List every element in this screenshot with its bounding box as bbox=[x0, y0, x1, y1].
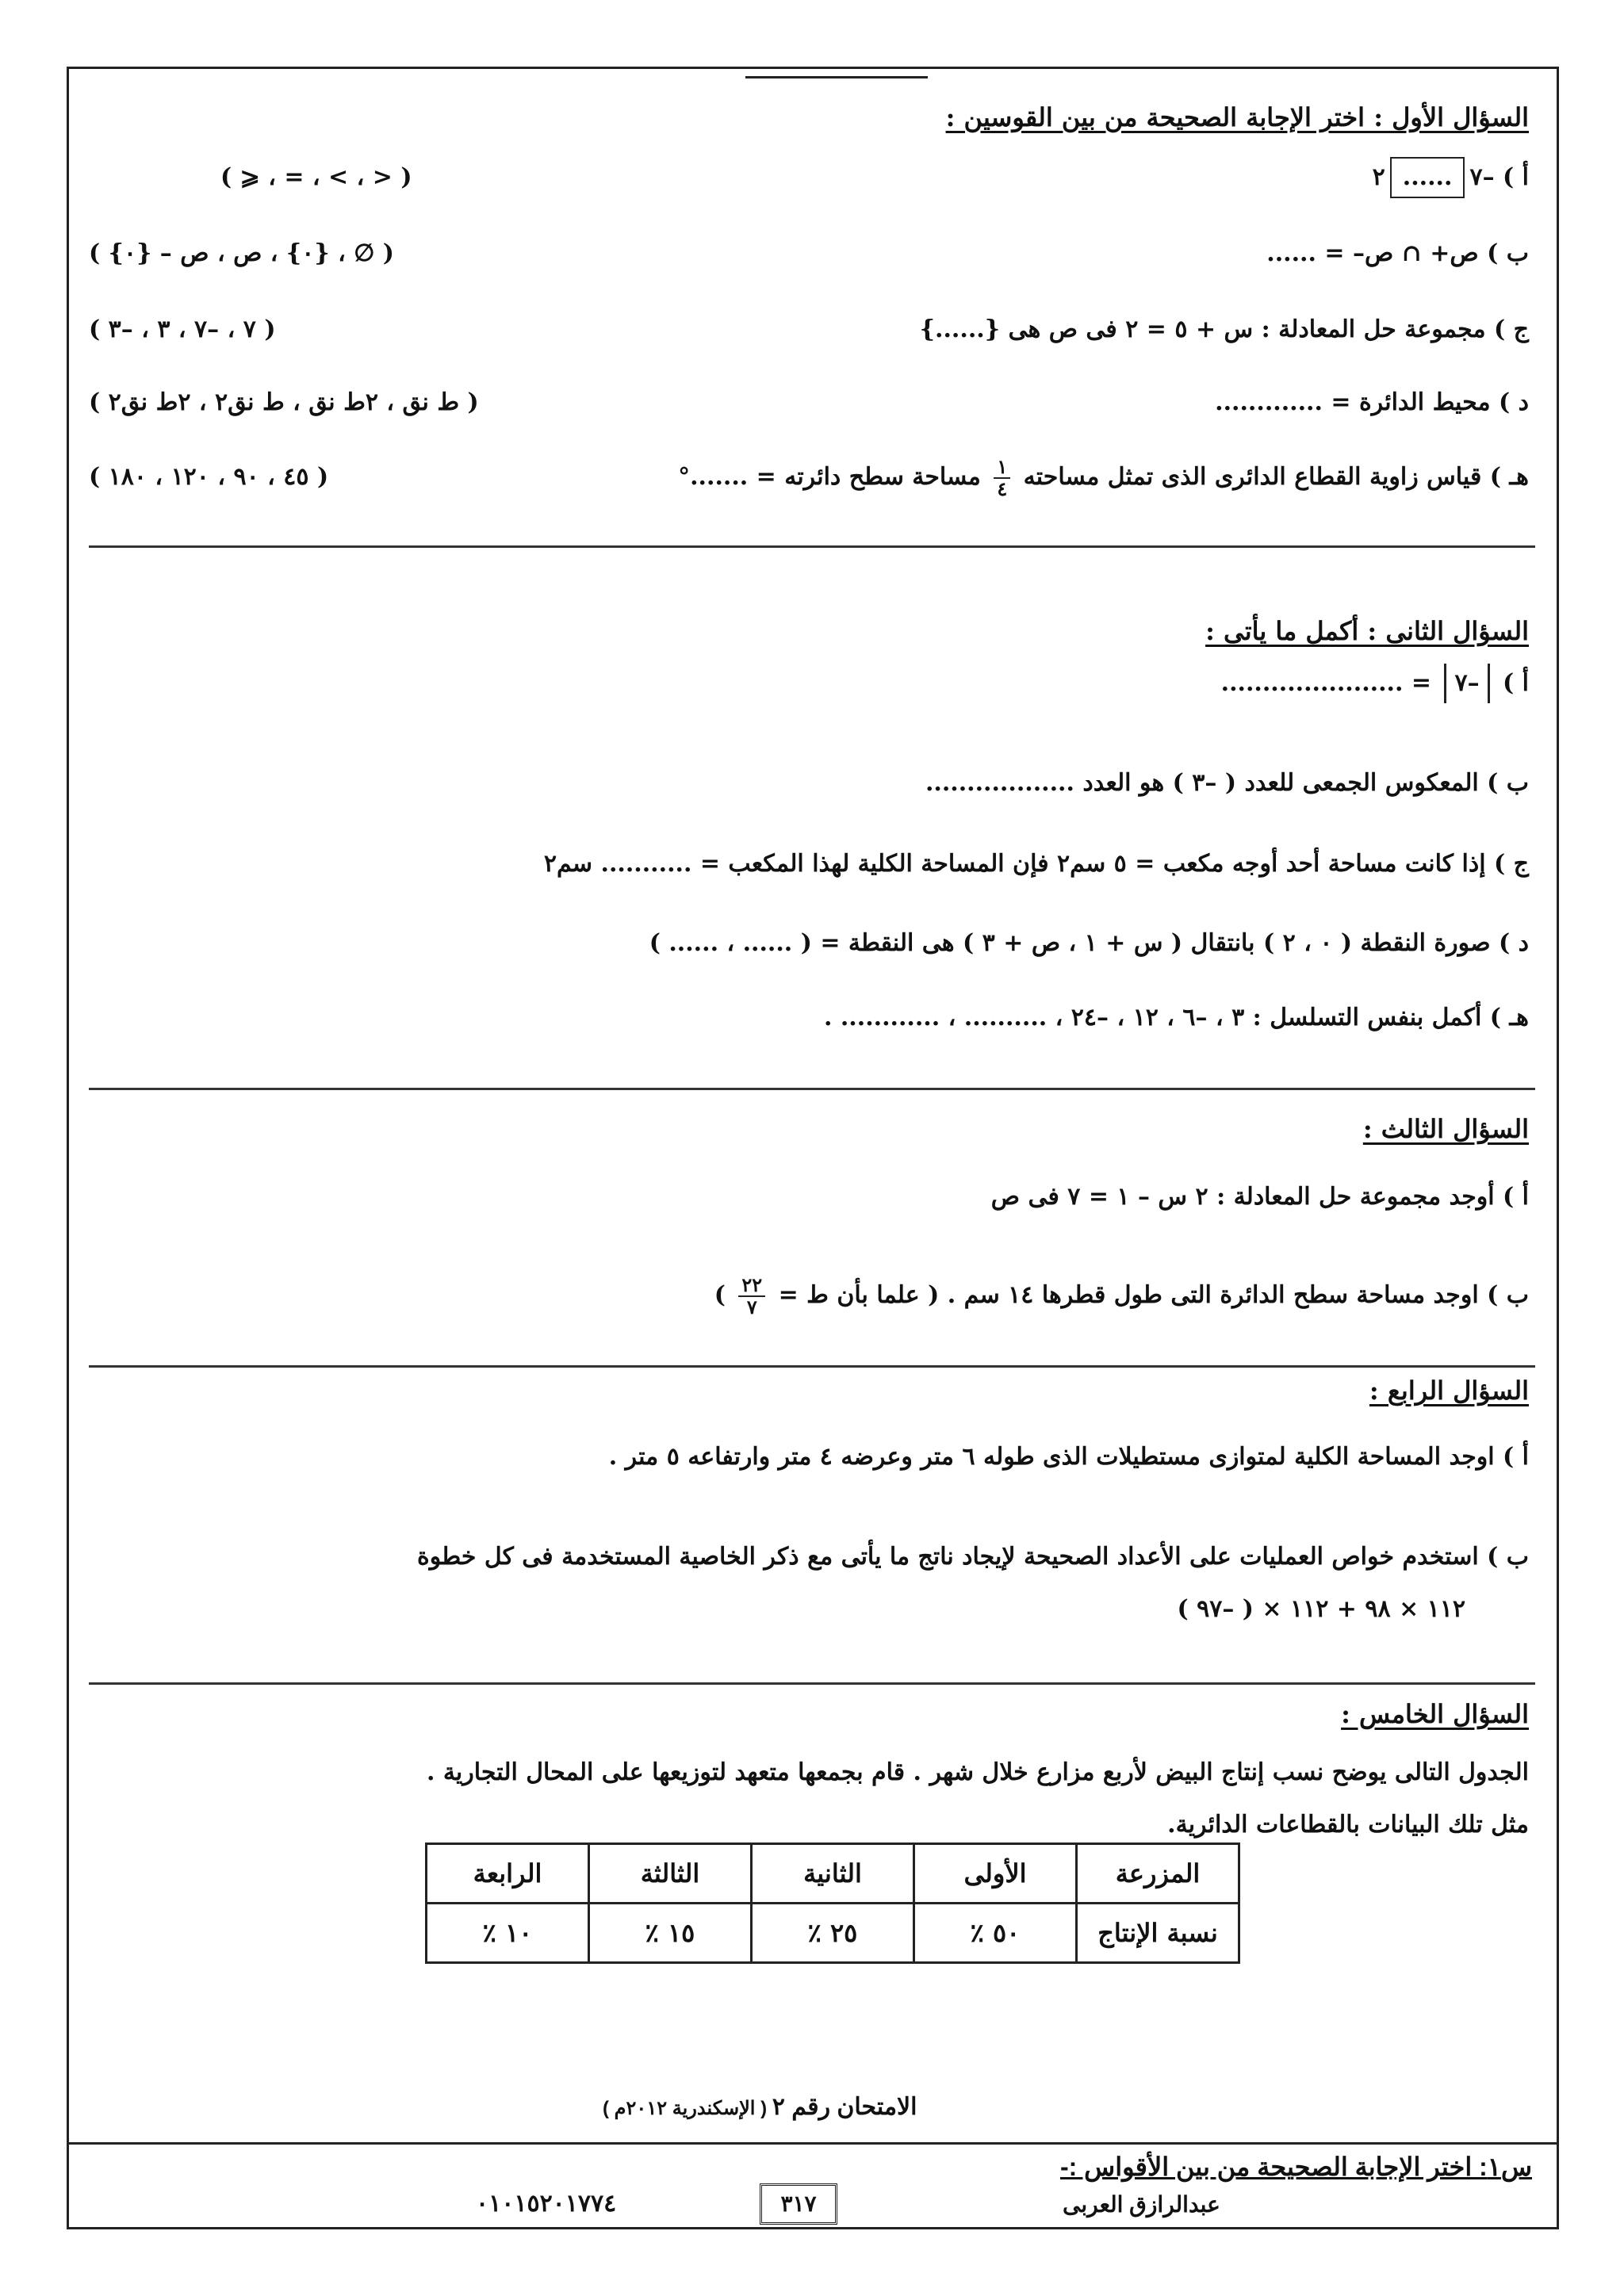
table-header-cell: الثانية bbox=[752, 1844, 914, 1904]
exam-title-main: الامتحان رقم ٢ bbox=[772, 2094, 917, 2120]
table-cell: ٥٠ ٪ bbox=[914, 1904, 1077, 1963]
q1-a-expr-right: ٢ bbox=[1372, 163, 1385, 191]
q1-e-fraction bbox=[994, 457, 1010, 499]
page-number: ٣١٧ bbox=[760, 2183, 837, 2225]
author-name: عبدالرازق العربى bbox=[1063, 2192, 1220, 2217]
divider-4 bbox=[89, 1682, 1535, 1685]
q1-c-text: ج ) مجموعة حل المعادلة : س + ٥ = ٢ فى ص هى {......} bbox=[919, 316, 1529, 343]
q5-line1: الجدول التالى يوضح نسب إنتاج البيض لأربع مزارع خلال شهر . قام بجمعها متعهد لتوزيعها على المحال التجارية . bbox=[426, 1758, 1529, 1786]
table-cell: ٢٥ ٪ bbox=[752, 1904, 914, 1963]
q5-title: السؤال الخامس : bbox=[1341, 1699, 1529, 1729]
table-cell: نسبة الإنتاج bbox=[1077, 1904, 1239, 1963]
q1-a-blank-box: ...... bbox=[1390, 157, 1465, 198]
q1-c-options: ( ٧ ، –٧ ، ٣ ، –٣ ) bbox=[89, 316, 276, 343]
q4-b-expr-row bbox=[89, 1586, 1529, 1633]
q1-e-options: ( ٤٥ ، ٩٠ ، ١٢٠ ، ١٨٠ ) bbox=[89, 463, 329, 491]
q3-b-frac-den: ٧ bbox=[746, 1295, 757, 1318]
table-header-cell: المزرعة bbox=[1077, 1844, 1239, 1904]
q2-a-rest: = ...................... bbox=[1220, 669, 1440, 697]
q2-b-text: ب ) المعكوس الجمعى للعدد ( –٣ ) هو العدد .................. bbox=[925, 769, 1529, 797]
q1-title: السؤال الأول : اختر الإجابة الصحيحة من بين القوسين : bbox=[945, 102, 1529, 132]
q1-e-text-after: مساحة سطح دائرته = .......° bbox=[678, 463, 990, 491]
q2-c-row bbox=[89, 840, 1529, 888]
q1-e-frac-den: ٤ bbox=[997, 477, 1008, 500]
q4-title: السؤال الرابع : bbox=[1369, 1376, 1529, 1406]
q1-d-text: د ) محيط الدائرة = ............. bbox=[1215, 388, 1529, 416]
q1-a-row bbox=[89, 154, 1529, 201]
table-cell: ١٠ ٪ bbox=[427, 1904, 589, 1963]
q2-e-row bbox=[89, 994, 1529, 1042]
footer-rule bbox=[68, 2142, 1559, 2145]
footer-q1-heading: س١: اختر الإجابة الصحيحة من بين الأقواس :- bbox=[1059, 2152, 1532, 2181]
table-header-cell: الثالثة bbox=[589, 1844, 752, 1904]
q2-title: السؤال الثانى : أكمل ما يأتى : bbox=[1205, 616, 1529, 646]
q5-line1-row bbox=[89, 1749, 1529, 1797]
table-header-cell: الرابعة bbox=[427, 1844, 589, 1904]
q1-b-options: ( ∅ ، {٠} ، ص ، ص – {٠} ) bbox=[89, 239, 394, 267]
table-row bbox=[427, 1904, 1239, 1963]
q1-c-row bbox=[89, 306, 1529, 354]
q1-e-row bbox=[89, 453, 1529, 501]
q3-a-row bbox=[89, 1173, 1529, 1221]
q3-b-fraction bbox=[738, 1275, 765, 1318]
q1-b-text: ب ) ص+ ∩ ص– = ...... bbox=[1266, 239, 1529, 267]
production-table bbox=[425, 1843, 1240, 1964]
q2-c-text: ج ) إذا كانت مساحة أحد أوجه مكعب = ٥ سم٢ فإن المساحة الكلية لهذا المكعب = ........... سم٢ bbox=[543, 850, 1529, 878]
table-header-row bbox=[427, 1844, 1239, 1904]
phone-number: ٠١٠١٥٢٠١٧٧٤ bbox=[476, 2191, 617, 2217]
q3-b-close: ) bbox=[714, 1281, 734, 1309]
q1-title-row bbox=[89, 94, 1529, 141]
q1-b-row bbox=[89, 230, 1529, 277]
q1-e-text-before: هـ ) قياس زاوية القطاع الدائرى الذى تمثل مساحته bbox=[1015, 463, 1529, 491]
q4-a-text: أ ) اوجد المساحة الكلية لمتوازى مستطيلات الذى طوله ٦ متر وعرضه ٤ متر وارتفاعه ٥ متر . bbox=[608, 1443, 1529, 1471]
q2-d-row bbox=[89, 920, 1529, 967]
q1-e-frac-num: ١ bbox=[994, 457, 1010, 479]
top-rule bbox=[745, 76, 928, 78]
q1-a-expr-left: –٧ bbox=[1469, 163, 1495, 191]
divider-2 bbox=[89, 1088, 1535, 1090]
q2-a-row bbox=[89, 660, 1529, 707]
q1-a-item bbox=[1373, 154, 1529, 201]
q3-b-row bbox=[89, 1272, 1529, 1319]
q1-d-row bbox=[89, 379, 1529, 427]
exam-title bbox=[603, 2093, 917, 2121]
exam-title-sub: ( الإسكندرية ٢٠١٢م ) bbox=[603, 2098, 772, 2119]
q5-title-row bbox=[89, 1690, 1529, 1738]
q2-d-text: د ) صورة النقطة ( ٠ ، ٢ ) بانتقال ( س + ١ ، ص + ٣ ) هى النقطة = ( ...... ، ...... ) bbox=[649, 929, 1529, 957]
table-header-cell: الأولى bbox=[914, 1844, 1077, 1904]
q2-a-item bbox=[1221, 660, 1529, 707]
divider-1 bbox=[89, 545, 1535, 548]
q2-e-text: هـ ) أكمل بنفس التسلسل : ٣ ، –٦ ، ١٢ ، –٢٤ ، .......... ، ............ . bbox=[823, 1004, 1529, 1031]
q3-title-row bbox=[89, 1105, 1529, 1153]
q2-b-row bbox=[89, 760, 1529, 807]
q1-e-item bbox=[678, 453, 1529, 501]
q1-a-options: ( < ، > ، = ، ⩽ ) bbox=[220, 163, 412, 191]
q5-line2-row bbox=[89, 1801, 1529, 1849]
q4-b-row bbox=[89, 1533, 1529, 1581]
q2-title-row bbox=[89, 607, 1529, 655]
q4-a-row bbox=[89, 1433, 1529, 1481]
q4-b-text: ب ) استخدم خواص العمليات على الأعداد الصحيحة لإيجاد ناتج ما يأتى مع ذكر الخاصية المستخدمة فى كل خطوة bbox=[417, 1543, 1529, 1571]
q2-a-label: أ ) bbox=[1494, 669, 1529, 697]
q4-b-expression: ١١٢ × ٩٨ + ١١٢ × ( –٩٧ ) bbox=[1177, 1595, 1465, 1623]
q2-a-absolute-value: –٧ bbox=[1444, 664, 1489, 703]
q4-title-row bbox=[89, 1367, 1529, 1414]
q1-a-label: أ ) bbox=[1494, 163, 1529, 191]
q3-a-text: أ ) أوجد مجموعة حل المعادلة : ٢ س – ١ = ٧ فى ص bbox=[990, 1183, 1529, 1211]
q3-title: السؤال الثالث : bbox=[1362, 1114, 1529, 1144]
q5-line2: مثل تلك البيانات بالقطاعات الدائرية. bbox=[1167, 1811, 1529, 1839]
q3-b-frac-num: ٢٢ bbox=[738, 1275, 765, 1297]
table-cell: ١٥ ٪ bbox=[589, 1904, 752, 1963]
q1-d-options: ( ط نق ، ٢ط نق ، ط نق٢ ، ٢ط نق٢ ) bbox=[89, 388, 479, 416]
q3-b-item bbox=[714, 1272, 1529, 1319]
q3-b-text: ب ) اوجد مساحة سطح الدائرة التى طول قطرها ١٤ سم . ( علما بأن ط = bbox=[770, 1281, 1529, 1309]
